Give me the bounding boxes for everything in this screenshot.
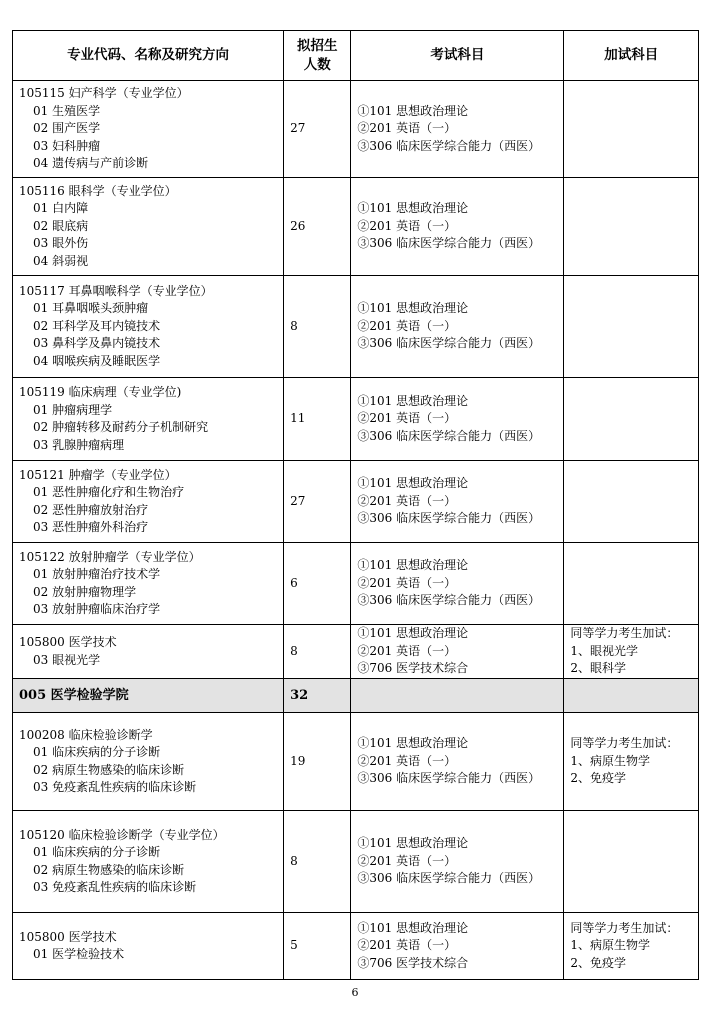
extra-subject: 2、免疫学 [570, 955, 627, 970]
research-direction: 02 耳科学及耳内镜技术 [33, 318, 161, 333]
extra-subject: 1、病原生物学 [570, 938, 651, 953]
admissions-table [12, 30, 699, 980]
exam-subject: ②201 英语（一） [357, 938, 457, 953]
exam-cell [351, 713, 564, 811]
quota-cell: 8 [284, 625, 351, 679]
exam-subject: ③306 临床医学综合能力（西医） [357, 336, 541, 351]
extra-subject: 同等学力考生加试： [570, 626, 679, 641]
research-direction: 01 白内障 [33, 201, 89, 216]
exam-subject: ②201 英语（一） [357, 218, 457, 233]
research-direction: 01 恶性肿瘤化疗和生物治疗 [33, 485, 185, 499]
exam-cell [351, 178, 564, 276]
major-code-name: 105115 妇产科学（专业学位） [19, 86, 189, 101]
quota-cell: 27 [284, 81, 351, 178]
table-body-part1 [13, 81, 699, 679]
quota-cell: 27 [284, 461, 351, 543]
research-direction: 03 妇科肿瘤 [33, 138, 101, 153]
research-direction: 02 肿瘤转移及耐药分子机制研究 [33, 420, 209, 434]
table-body-part2 [13, 713, 699, 980]
exam-subject: ③306 临床医学综合能力（西医） [357, 511, 541, 526]
extra-cell [564, 81, 699, 178]
extra-cell [564, 811, 699, 913]
research-direction: 01 临床疾病的分子诊断 [33, 745, 161, 759]
table-row [13, 625, 699, 679]
exam-cell [351, 81, 564, 178]
extra-cell [564, 276, 699, 378]
exam-cell [351, 543, 564, 625]
research-direction: 01 医学检验技术 [33, 947, 125, 961]
exam-subject: ②201 英语（一） [357, 643, 457, 658]
extra-cell [564, 461, 699, 543]
research-direction: 03 放射肿瘤临床治疗学 [33, 602, 161, 616]
research-direction: 01 生殖医学 [33, 103, 101, 118]
table-row [13, 276, 699, 378]
section-quota: 32 [284, 679, 351, 713]
exam-subject: ②201 英语（一） [357, 121, 457, 136]
research-direction: 03 眼外伤 [33, 236, 89, 251]
header-exam: 考试科目 [351, 31, 564, 81]
exam-subject: ①101 思想政治理论 [357, 393, 469, 408]
exam-subject: ②201 英语（一） [357, 411, 457, 426]
research-direction: 02 围产医学 [33, 121, 101, 136]
extra-cell [564, 913, 699, 980]
major-code-name: 105800 医学技术 [19, 929, 117, 944]
extra-subject: 1、病原生物学 [570, 753, 651, 768]
quota-cell: 5 [284, 913, 351, 980]
major-cell [13, 178, 284, 276]
exam-cell [351, 378, 564, 461]
research-direction: 03 免疫紊乱性疾病的临床诊断 [33, 780, 197, 794]
research-direction: 02 病原生物感染的临床诊断 [33, 762, 185, 777]
major-code-name: 100208 临床检验诊断学 [19, 727, 153, 742]
exam-subject: ③306 临床医学综合能力（西医） [357, 593, 541, 608]
exam-subject: ①101 思想政治理论 [357, 736, 469, 751]
section-row [13, 679, 699, 713]
major-code-name: 105800 医学技术 [19, 635, 117, 649]
major-cell [13, 461, 284, 543]
exam-subject: ①101 思想政治理论 [357, 103, 469, 118]
major-cell [13, 713, 284, 811]
exam-subject: ②201 英语（一） [357, 575, 457, 590]
page-number: 6 [351, 986, 359, 999]
exam-cell [351, 913, 564, 980]
table-row [13, 81, 699, 178]
research-direction: 01 临床疾病的分子诊断 [33, 845, 161, 859]
research-direction: 01 放射肿瘤治疗技术学 [33, 567, 161, 581]
research-direction: 03 乳腺肿瘤病理 [33, 437, 125, 452]
major-cell [13, 81, 284, 178]
table-row [13, 461, 699, 543]
exam-subject: ①101 思想政治理论 [357, 301, 469, 316]
exam-subject: ②201 英语（一） [357, 318, 457, 333]
major-cell [13, 913, 284, 980]
major-cell [13, 276, 284, 378]
research-direction: 02 眼底病 [33, 218, 89, 233]
major-cell [13, 378, 284, 461]
header-quota-line1: 拟招生 [297, 37, 338, 54]
major-code-name: 105120 临床检验诊断学（专业学位） [19, 827, 225, 842]
exam-cell [351, 811, 564, 913]
research-direction: 02 恶性肿瘤放射治疗 [33, 502, 149, 517]
extra-subject: 2、免疫学 [570, 771, 627, 786]
major-cell [13, 625, 284, 679]
extra-cell [564, 625, 699, 679]
research-direction: 01 耳鼻咽喉头颈肿瘤 [33, 301, 149, 316]
exam-subject: ③306 临床医学综合能力（西医） [357, 871, 541, 886]
quota-cell: 19 [284, 713, 351, 811]
major-code-name: 105122 放射肿瘤学（专业学位） [19, 549, 201, 564]
research-direction: 03 免疫紊乱性疾病的临床诊断 [33, 880, 197, 894]
quota-cell: 8 [284, 276, 351, 378]
exam-subject: ①101 思想政治理论 [357, 626, 469, 641]
section-empty-exam [351, 679, 564, 713]
table-row [13, 913, 699, 980]
quota-cell: 26 [284, 178, 351, 276]
header-extra: 加试科目 [564, 31, 699, 81]
exam-subject: ②201 英语（一） [357, 753, 457, 768]
table-header-row [13, 31, 699, 81]
exam-cell [351, 625, 564, 679]
exam-cell [351, 461, 564, 543]
header-major: 专业代码、名称及研究方向 [13, 31, 284, 81]
extra-subject: 1、眼视光学 [570, 643, 639, 658]
exam-subject: ③306 临床医学综合能力（西医） [357, 771, 541, 786]
extra-cell [564, 713, 699, 811]
exam-subject: ③706 医学技术综合 [357, 661, 469, 676]
table-row [13, 811, 699, 913]
research-direction: 04 斜弱视 [33, 253, 89, 268]
exam-subject: ③306 临床医学综合能力（西医） [357, 236, 541, 251]
exam-subject: ③706 医学技术综合 [357, 955, 469, 970]
header-quota [284, 31, 351, 81]
research-direction: 03 眼视光学 [33, 652, 101, 667]
exam-subject: ①101 思想政治理论 [357, 476, 469, 491]
major-cell [13, 811, 284, 913]
exam-subject: ②201 英语（一） [357, 493, 457, 508]
major-cell [13, 543, 284, 625]
exam-subject: ③306 临床医学综合能力（西医） [357, 428, 541, 443]
exam-cell [351, 276, 564, 378]
section-body [13, 679, 699, 713]
major-code-name: 105119 临床病理（专业学位) [19, 385, 182, 399]
section-name: 005 医学检验学院 [13, 679, 284, 713]
research-direction: 04 咽喉疾病及睡眠医学 [33, 353, 161, 368]
extra-cell [564, 178, 699, 276]
table-row [13, 713, 699, 811]
research-direction: 02 病原生物感染的临床诊断 [33, 862, 185, 877]
quota-cell: 6 [284, 543, 351, 625]
extra-subject: 2、眼科学 [570, 661, 627, 676]
table-row [13, 178, 699, 276]
major-code-name: 105121 肿瘤学（专业学位） [19, 467, 177, 482]
quota-cell: 11 [284, 378, 351, 461]
quota-cell: 8 [284, 811, 351, 913]
research-direction: 02 放射肿瘤物理学 [33, 584, 137, 599]
extra-cell [564, 378, 699, 461]
exam-subject: ①101 思想政治理论 [357, 920, 469, 935]
exam-subject: ①101 思想政治理论 [357, 558, 469, 573]
table-row [13, 378, 699, 461]
table-row [13, 543, 699, 625]
exam-subject: ①101 思想政治理论 [357, 201, 469, 216]
header-quota-line2: 人数 [303, 56, 331, 73]
major-code-name: 105116 眼科学（专业学位） [19, 183, 177, 198]
research-direction: 04 遗传病与产前诊断 [33, 156, 149, 171]
research-direction: 01 肿瘤病理学 [33, 402, 113, 417]
research-direction: 03 恶性肿瘤外科治疗 [33, 520, 149, 534]
extra-subject: 同等学力考生加试： [570, 736, 679, 751]
research-direction: 03 鼻科学及鼻内镜技术 [33, 336, 161, 351]
exam-subject: ②201 英语（一） [357, 853, 457, 868]
extra-subject: 同等学力考生加试： [570, 920, 679, 935]
exam-subject: ③306 临床医学综合能力（西医） [357, 138, 541, 153]
exam-subject: ①101 思想政治理论 [357, 836, 469, 851]
section-empty-extra [564, 679, 699, 713]
extra-cell [564, 543, 699, 625]
major-code-name: 105117 耳鼻咽喉科学（专业学位） [19, 283, 213, 298]
